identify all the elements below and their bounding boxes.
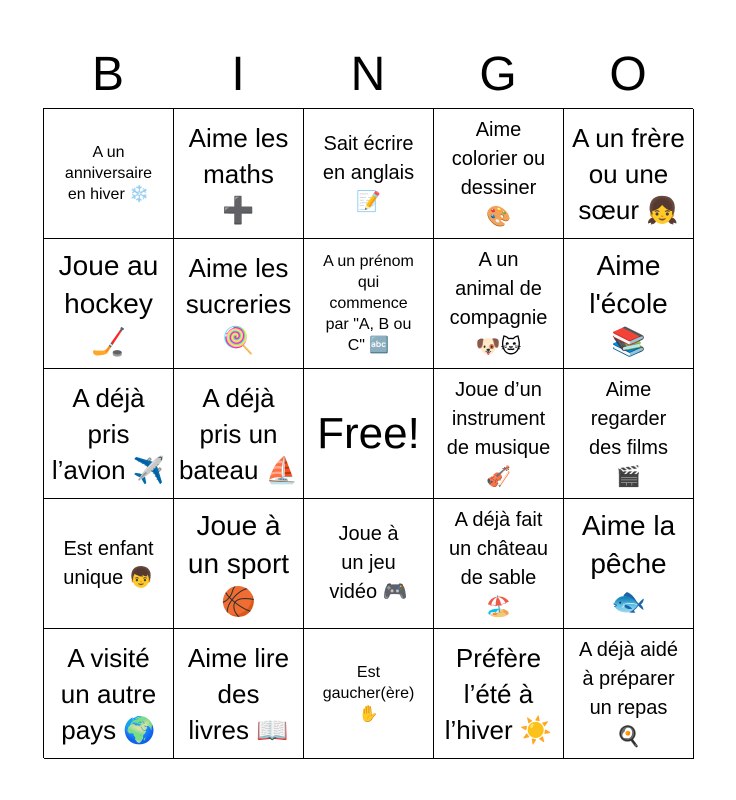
bingo-cell[interactable] xyxy=(564,239,694,369)
cell-text: Aime lire des livres 📖 xyxy=(187,642,290,745)
bingo-cell[interactable] xyxy=(174,109,304,239)
bingo-cell[interactable] xyxy=(174,629,304,759)
cell-text: A déjà pris l’avion ✈️ xyxy=(51,382,166,485)
header-letter-o: O xyxy=(609,48,647,101)
header-letter-g: G xyxy=(479,48,517,101)
bingo-cell[interactable] xyxy=(44,109,174,239)
cell-text: Est enfant unique 👦 xyxy=(63,537,154,589)
header-letter-b: B xyxy=(91,48,124,101)
cell-text: A déjà aidé à préparer un repas 🍳 xyxy=(579,638,678,748)
cell-text: Aime l'école 📚 xyxy=(589,249,668,357)
bingo-cell[interactable] xyxy=(434,499,564,629)
bingo-cell[interactable] xyxy=(304,109,434,239)
cell-text: Joue à un sport 🏀 xyxy=(187,509,290,617)
cell-text: Aime les sucreries 🍭 xyxy=(185,252,292,355)
bingo-cell[interactable] xyxy=(564,109,694,239)
cell-text: Joue à un jeu vidéo 🎮 xyxy=(329,523,408,603)
cell-text: Joue d’un instrument de musique 🎻 xyxy=(446,378,551,488)
bingo-cell[interactable] xyxy=(434,369,564,499)
cell-text: Aime la pêche 🐟 xyxy=(581,509,676,617)
bingo-cell[interactable] xyxy=(434,239,564,369)
bingo-cell[interactable] xyxy=(174,369,304,499)
cell-text: Sait écrire en anglais 📝 xyxy=(322,133,415,213)
bingo-cell[interactable] xyxy=(304,629,434,759)
cell-text: A un prénom qui commence par "A, B ou C" 🔤 xyxy=(323,253,414,354)
cell-text: A déjà fait un château de sable 🏖️ xyxy=(449,508,548,618)
bingo-cell[interactable] xyxy=(564,369,694,499)
bingo-header xyxy=(43,42,693,108)
cell-text: A un animal de compagnie 🐶🐱 xyxy=(449,248,548,358)
bingo-cell[interactable] xyxy=(44,629,174,759)
header-letter-n: N xyxy=(350,48,386,101)
cell-text: A un frère ou une sœur 👧 xyxy=(572,122,685,225)
bingo-cell[interactable] xyxy=(174,239,304,369)
free-space-cell[interactable] xyxy=(304,369,434,499)
cell-text: Aime colorier ou dessiner 🎨 xyxy=(451,118,546,228)
bingo-grid xyxy=(43,108,693,758)
bingo-cell[interactable] xyxy=(44,499,174,629)
cell-text: A un anniversaire en hiver ❄️ xyxy=(64,144,153,203)
bingo-cell[interactable] xyxy=(44,369,174,499)
bingo-cell[interactable] xyxy=(304,239,434,369)
free-space-label: Free! xyxy=(317,408,420,458)
bingo-cell[interactable] xyxy=(564,629,694,759)
cell-text: A déjà pris un bateau ⛵ xyxy=(178,382,299,485)
bingo-cell[interactable] xyxy=(174,499,304,629)
header-letter-i: I xyxy=(231,48,245,101)
bingo-cell[interactable] xyxy=(304,499,434,629)
cell-text: Aime les maths ➕ xyxy=(188,122,289,225)
bingo-cell[interactable] xyxy=(44,239,174,369)
bingo-cell[interactable] xyxy=(434,109,564,239)
bingo-cell[interactable] xyxy=(564,499,694,629)
cell-text: Préfère l’été à l’hiver ☀️ xyxy=(444,642,553,745)
cell-text: A visité un autre pays 🌍 xyxy=(60,642,157,745)
cell-text: Est gaucher(ère) ✋ xyxy=(322,664,415,723)
cell-text: Joue au hockey 🏒 xyxy=(58,249,159,357)
cell-text: Aime regarder des films 🎬 xyxy=(589,378,668,488)
bingo-cell[interactable] xyxy=(434,629,564,759)
